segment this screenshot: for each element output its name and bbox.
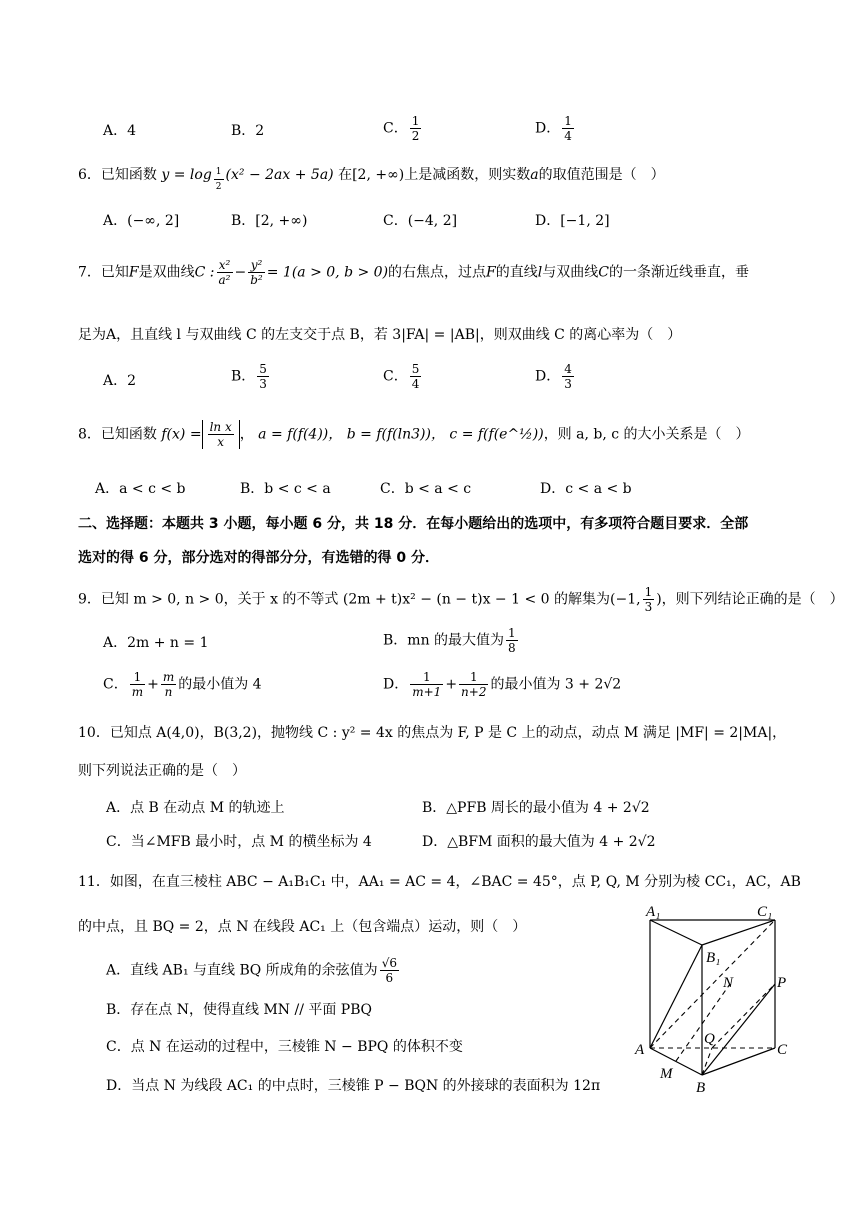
q11-option-d: D．当点 N 为线段 AC₁ 的中点时，三棱锥 P − BQN 的外接球的表面积为 12π bbox=[106, 1078, 601, 1094]
q9-stem: 9．已知 m > 0, n > 0，关于 x 的不等式 (2m + t)x² − (n − t)x − 1 < 0 的解集为(−1, $\frac{1}{3}$ )，则下列结论正确的是（ ） bbox=[78, 585, 844, 614]
q10-stem-line1: 10．已知点 A(4,0)，B(3,2)，抛物线 C : y² = 4x 的焦点为 F, P 是 C 上的动点，动点 M 满足 |MF| = 2|MA|， bbox=[78, 725, 787, 741]
q7-option-c: C． $\frac{5}{4}$ bbox=[383, 362, 420, 391]
label-Q: Q bbox=[704, 1031, 715, 1047]
q7-stem-line1: 7．已知F是双曲线C : $\frac{\text{x²}}{\text{a²}}$ − $\frac{\text{y²}}{\text{b²}}$ = 1(a > 0, b > 0)的右焦点，过点F的直线l与双曲线C的一条渐近线垂直，垂 bbox=[78, 258, 749, 287]
label-N: N bbox=[723, 975, 734, 991]
q9-option-d: D． $\frac{1}{m+1}$ + $\frac{1}{n+2}$ 的最小值为 3 + 2√2 bbox=[383, 670, 622, 699]
q10-stem-line2: 则下列说法正确的是（ ） bbox=[78, 763, 246, 779]
label-B: B bbox=[696, 1080, 706, 1096]
label-A1: A₁ bbox=[646, 904, 661, 920]
q5-option-b: B．2 bbox=[231, 123, 265, 139]
q6-option-c: C．(−4, 2] bbox=[383, 213, 458, 229]
q9-option-b: B．mn 的最大值为 $\frac{1}{8}$ bbox=[383, 626, 516, 655]
q11-option-a: A．直线 AB₁ 与直线 BQ 所成角的余弦值为 $\frac{√6}{6}$ bbox=[106, 956, 397, 985]
section2-heading-line2: 选对的得 6 分，部分选对的得部分分，有选错的得 0 分． bbox=[78, 550, 439, 566]
section2-heading-line1: 二、选择题：本题共 3 小题，每小题 6 分，共 18 分．在每小题给出的选项中，有多项符合题目要求．全部 bbox=[78, 516, 749, 532]
q10-option-a: A．点 B 在动点 M 的轨迹上 bbox=[106, 800, 285, 816]
label-P: P bbox=[777, 975, 787, 991]
q6-option-b: B．[2, +∞) bbox=[231, 213, 308, 229]
q8-option-a: A．a < c < b bbox=[95, 481, 186, 497]
q6-option-d: D．[−1, 2] bbox=[535, 213, 610, 229]
q10-option-b: B．△PFB 周长的最小值为 4 + 2√2 bbox=[422, 800, 650, 816]
q11-option-c: C．点 N 在运动的过程中，三棱锥 N − BPQ 的体积不变 bbox=[106, 1039, 463, 1055]
q6-option-a: A．(−∞, 2] bbox=[103, 213, 180, 229]
q10-option-d: D．△BFM 面积的最大值为 4 + 2√2 bbox=[422, 834, 656, 850]
q6-stem: 6．已知函数 y = log $\frac{1}{2}$ (x² − 2ax + 5a) 在[2, +∞)上是减函数，则实数a的取值范围是（ ） bbox=[78, 167, 665, 192]
label-A: A bbox=[635, 1042, 645, 1058]
q9-option-c: C． $\frac{1}{m}$ + $\frac{m}{n}$ 的最小值为 4 bbox=[103, 670, 262, 699]
q11-stem-line2: 的中点，且 BQ = 2，点 N 在线段 AC₁ 上（包含端点）运动，则（ ） bbox=[78, 919, 527, 935]
q10-option-c: C．当∠MFB 最小时，点 M 的横坐标为 4 bbox=[106, 834, 372, 850]
label-M: M bbox=[660, 1066, 673, 1082]
label-C1: C₁ bbox=[757, 904, 773, 920]
q7-option-a: A．2 bbox=[103, 373, 137, 389]
q8-option-d: D．c < a < b bbox=[540, 481, 632, 497]
q11-option-b: B．存在点 N，使得直线 MN // 平面 PBQ bbox=[106, 1002, 372, 1018]
prism-figure bbox=[630, 900, 800, 1100]
label-B1: B₁ bbox=[706, 950, 721, 966]
label-C: C bbox=[777, 1042, 788, 1058]
q7-stem-line2: 足为A，且直线 l 与双曲线 C 的左支交于点 B，若 3|FA| = |AB|，则双曲线 C 的离心率为（ ） bbox=[78, 327, 682, 343]
q11-stem-line1: 11．如图，在直三棱柱 ABC − A₁B₁C₁ 中，AA₁ = AC = 4，∠BAC = 45°，点 P, Q, M 分别为棱 CC₁，AC，AB bbox=[78, 874, 801, 890]
q7-option-b: B． $\frac{5}{3}$ bbox=[231, 362, 267, 391]
q8-option-c: C．b < a < c bbox=[380, 481, 472, 497]
q5-option-d: D． $\frac{1}{4}$ bbox=[535, 114, 572, 143]
q9-option-a: A．2m + n = 1 bbox=[103, 635, 209, 651]
q7-option-d: D． $\frac{4}{3}$ bbox=[535, 362, 572, 391]
q5-option-a: A．4 bbox=[103, 123, 137, 139]
q8-option-b: B．b < c < a bbox=[240, 481, 331, 497]
q8-stem: 8．已知函数 f(x) = $\frac{\text{ln x}}{x}$ ， a = f(f(4))， b = f(f(ln3))， c = f(f(e^½))，则 a, b, c 的大小关系是（ ） bbox=[78, 420, 750, 449]
q5-option-c: C． $\frac{1}{2}$ bbox=[383, 114, 420, 143]
